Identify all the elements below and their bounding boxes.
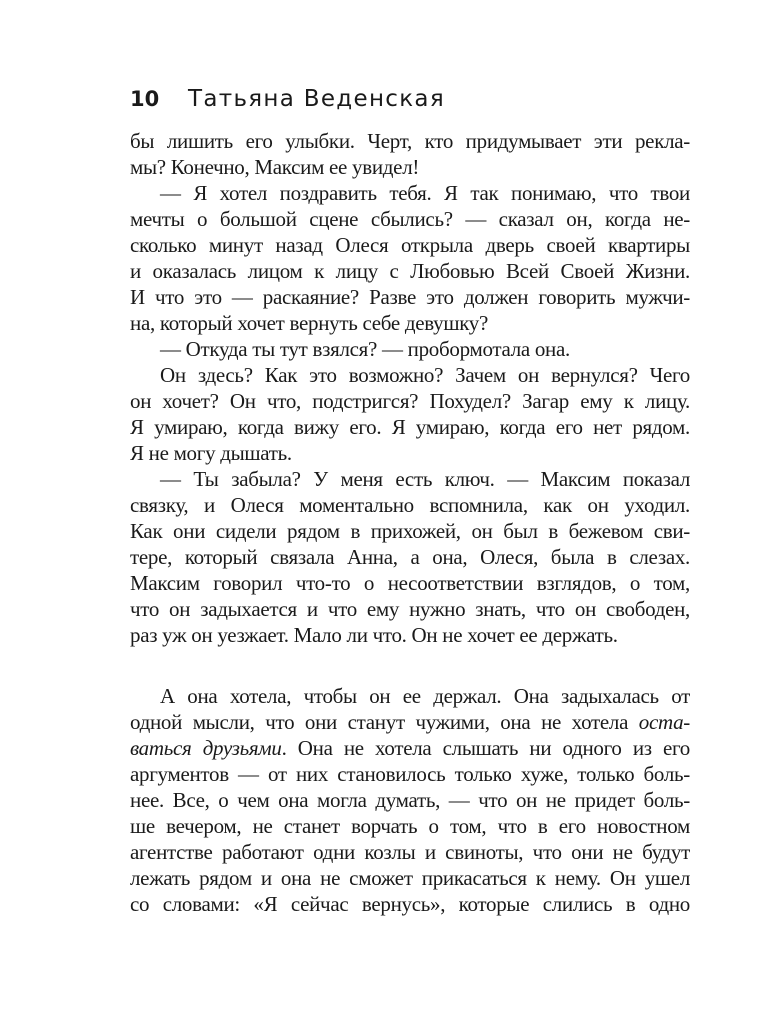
text-line: сколько минут назад Олеся открыла дверь своей квартиры [130,233,690,257]
text-line: А она хотела, чтобы он ее держал. Она задыхалась от [160,684,690,708]
running-head-author: Татьяна Веденская [188,86,445,112]
text-line: мечты о большой сцене сбылись? — сказал он, когда не- [130,207,690,231]
text-line: И что это — раскаяние? Разве это должен говорить мужчи- [130,285,690,309]
text-line: — Я хотел поздравить тебя. Я так понимаю, что твои [160,181,690,205]
text-run: одной мысли, что они станут чужими, она не хотела [130,710,639,734]
text-line [130,709,690,735]
text-line: агентстве работают одни козлы и свиноты, что они не будут [130,840,690,864]
text-line: и оказалась лицом к лицу с Любовью Всей Своей Жизни. [130,259,690,283]
paragraph [130,128,690,180]
body-text [130,128,690,917]
text-line: что он задыхается и что ему нужно знать, что он свободен, [130,597,690,621]
text-line: Я умираю, когда вижу его. Я умираю, когда его нет рядом. [130,415,690,439]
text-line [130,735,690,761]
text-line: аргументов — от них становилось только хуже, только боль- [130,762,690,786]
paragraph [130,362,690,466]
text-run: . Она не хотела слышать ни одного из его [281,736,690,760]
text-line: Он здесь? Как это возможно? Зачем он вернулся? Чего [160,363,690,387]
text-line: мы? Конечно, Максим ее увидел! [130,155,420,179]
text-line: лежать рядом и она не сможет прикасаться к нему. Он ушел [130,866,690,890]
text-line: связку, и Олеся моментально вспомнила, как он уходил. [130,493,690,517]
text-line: нее. Все, о чем она могла думать, — что он не придет боль- [130,788,690,812]
text-line: со словами: «Я сейчас вернусь», которые слились в одно [130,892,690,916]
text-line: он хочет? Он что, подстригся? Похудел? Загар ему к лицу. [130,389,690,413]
section-break [130,648,690,683]
paragraph [130,683,690,917]
text-line: ше вечером, не станет ворчать о том, что в его новостном [130,814,690,838]
italic-text: ваться друзьями [130,736,282,760]
paragraph [130,466,690,648]
text-line: Как они сидели рядом в прихожей, он был в бежевом сви- [130,519,690,543]
text-line: бы лишить его улыбки. Черт, кто придумывает эти рекла- [130,129,690,153]
text-line: — Ты забыла? У меня есть ключ. — Максим показал [160,467,690,491]
text-line: раз уж он уезжает. Мало ли что. Он не хочет ее держать. [130,623,618,647]
text-line: Я не могу дышать. [130,441,292,465]
text-line: Максим говорил что-то о несоответствии взглядов, о том, [130,571,690,595]
italic-text: оста- [638,710,690,734]
paragraph [130,336,690,362]
paragraph [130,180,690,336]
text-line: тере, который связала Анна, а она, Олеся, была в слезах. [130,545,690,569]
text-line: на, который хочет вернуть себе девушку? [130,311,489,335]
page-number: 10 [130,87,160,111]
text-line: — Откуда ты тут взялся? — пробормотала она. [160,337,570,361]
